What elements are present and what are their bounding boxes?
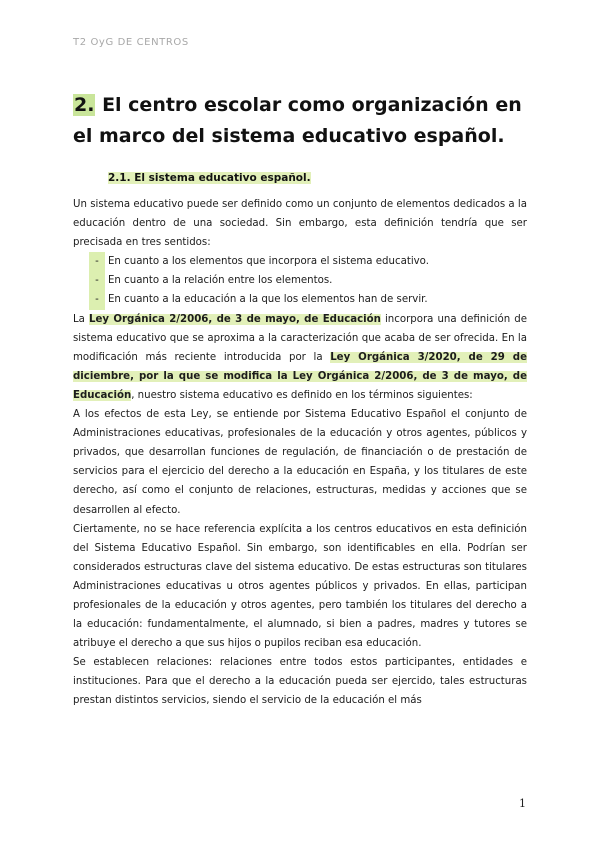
page-number: 1 (519, 797, 526, 810)
subsection-title: 2.1. El sistema educativo español. (108, 172, 311, 184)
body-paragraph: Se establecen relaciones: relaciones entre todos estos participantes, entidades e instituciones. Para que el derecho a la educación pueda ser ejercido, tales estructuras prestan distintos servicios, siendo el servicio de la educación el más (73, 657, 527, 707)
section-title (73, 90, 543, 152)
law-reference-2006: Ley Orgánica 2/2006, de 3 de mayo, de Educación (88, 313, 381, 325)
law-reference-2020: Ley Orgánica 3/2020, de 29 de diciembre, por la que se modifica la Ley Orgánica 2/2006, de 3 de mayo, de Educación (73, 351, 527, 401)
quote-paragraph: A los efectos de esta Ley, se entiende por Sistema Educativo Español el conjunto de Administraciones educativas, profesionales de la educación y otros agentes, públicos y privados, que desarrollan funciones de regulación, de financiación o de prestación de servicios para el ejercicio del derecho a la educación en España, y los titulares de este derecho, así como el conjunto de relaciones, estructuras, medidas y acciones que se desarrollen al efecto. (73, 409, 527, 516)
section-title-text: El centro escolar como organización en el marco del sistema educativo español. (73, 94, 522, 147)
law-paragraph (73, 310, 527, 405)
intro-paragraph: Un sistema educativo puede ser definido como un conjunto de elementos dedicados a la educación dentro de una sociedad. Sin embargo, esta definición tendría que ser precisada en tres sentidos: (73, 199, 527, 249)
list-item (73, 290, 527, 309)
bullet-marker: - (89, 290, 105, 309)
list-item (73, 271, 527, 290)
law-paragraph-pre: La (73, 313, 89, 325)
list-item-text: En cuanto a la relación entre los elementos. (108, 275, 333, 287)
law-paragraph-post: , nuestro sistema educativo es definido en los términos siguientes: (131, 389, 473, 401)
law-paragraph-mid: incorpora una definición de sistema educativo que se aproxima a la caracterización que acaba de ser ofrecida. En la modificación más reciente introducida por la (73, 313, 527, 363)
document-body (73, 195, 527, 711)
running-header: T2 OyG DE CENTROS (73, 37, 189, 48)
section-number: 2. (74, 94, 95, 116)
list-item (73, 252, 527, 271)
list-item-text: En cuanto a los elementos que incorpora el sistema educativo. (108, 256, 429, 268)
bullet-list (73, 252, 527, 309)
body-paragraph: Ciertamente, no se hace referencia explícita a los centros educativos en esta definición del Sistema Educativo Español. Sin embargo, son identificables en ella. Podrían ser considerados estructuras clave del sistema educativo. De estas estructuras son titulares Administraciones educativas u otros agentes públicos y privados. En ellas, participan profesionales de la educación y otros agentes, pero también los titulares del derecho a la educación: fundamentalmente, el alumnado, si bien a padres, madres y tutores se atribuye el derecho a que sus hijos o pupilos reciban esa educación. (73, 523, 527, 650)
list-item-text: En cuanto a la educación a la que los elementos han de servir. (108, 294, 428, 306)
bullet-marker: - (89, 271, 105, 290)
bullet-marker: - (89, 252, 105, 271)
